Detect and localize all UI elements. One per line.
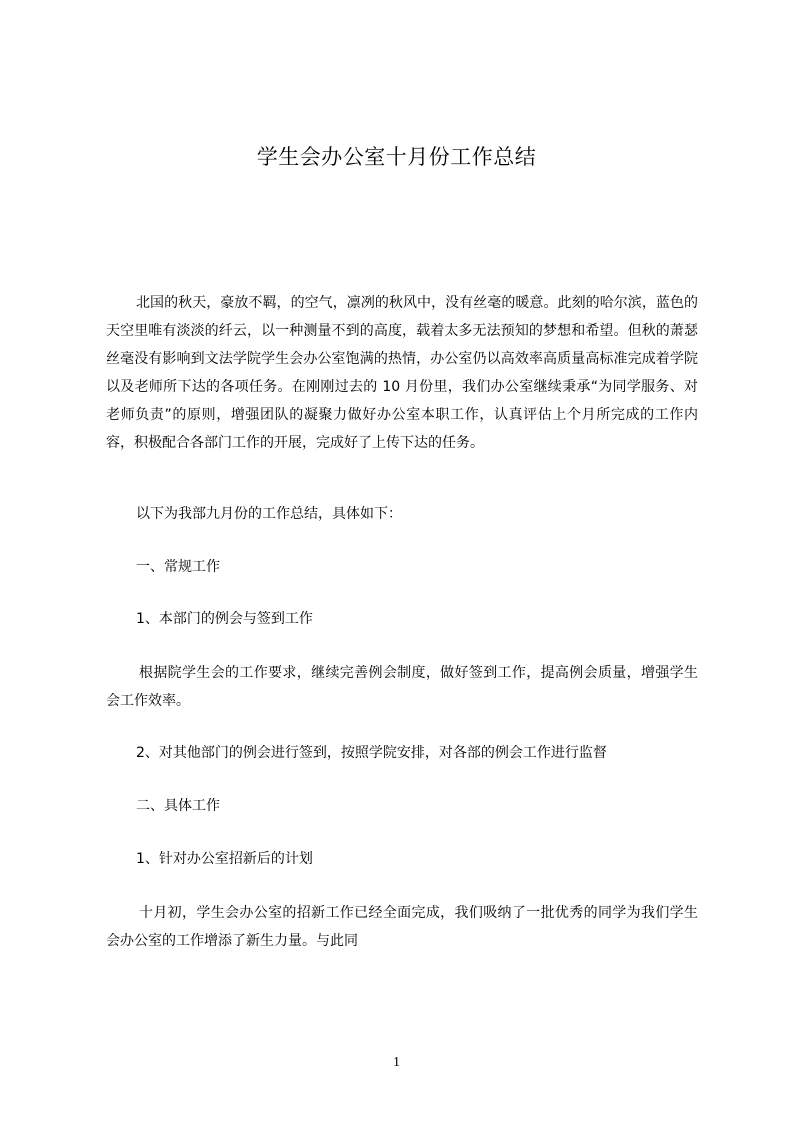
page-number: 1 bbox=[393, 1055, 400, 1070]
item-2-heading: 2、对其他部门的例会进行签到，按照学院安排，对各部的例会工作进行监督 bbox=[136, 745, 607, 761]
summary-intro: 以下为我部九月份的工作总结，具体如下： bbox=[136, 506, 402, 522]
item-3-heading: 1、针对办公室招新后的计划 bbox=[136, 851, 313, 867]
document-title: 学生会办公室十月份工作总结 bbox=[256, 145, 537, 169]
section-one-heading: 一、常规工作 bbox=[136, 559, 220, 575]
item-3-body: 十月初，学生会办公室的招新工作已经全面完成，我们吸纳了一批优秀的同学为我们学生会办公室的工作增添了新生力量。与此同 bbox=[106, 905, 698, 949]
item-1-heading: 1、本部门的例会与签到工作 bbox=[136, 611, 313, 627]
item-1-body: 根据院学生会的工作要求，继续完善例会制度，做好签到工作，提高例会质量，增强学生会工作效率。 bbox=[106, 665, 698, 709]
section-two-heading: 二、具体工作 bbox=[136, 798, 220, 814]
intro-paragraph: 北国的秋天，豪放不羁，的空气，凛冽的秋风中，没有丝毫的暖意。此刻的哈尔滨，蓝色的天空里唯有淡淡的纤云，以一种测量不到的高度，载着太多无法预知的梦想和希望。但秋的萧瑟丝毫没有影响到文法学院学生会办公室饱满的热情，办公室仍以高效率高质量高标准完成着学院以及老师所下达的各项任务。在刚刚过去的 10 月份里，我们办公室继续秉承“为同学服务、对老师负责”的原则，增强团队的凝聚力做好办公室本职工作，认真评估上个月所完成的工作内容，积极配合各部门工作的开展，完成好了上传下达的任务。 bbox=[106, 295, 698, 451]
